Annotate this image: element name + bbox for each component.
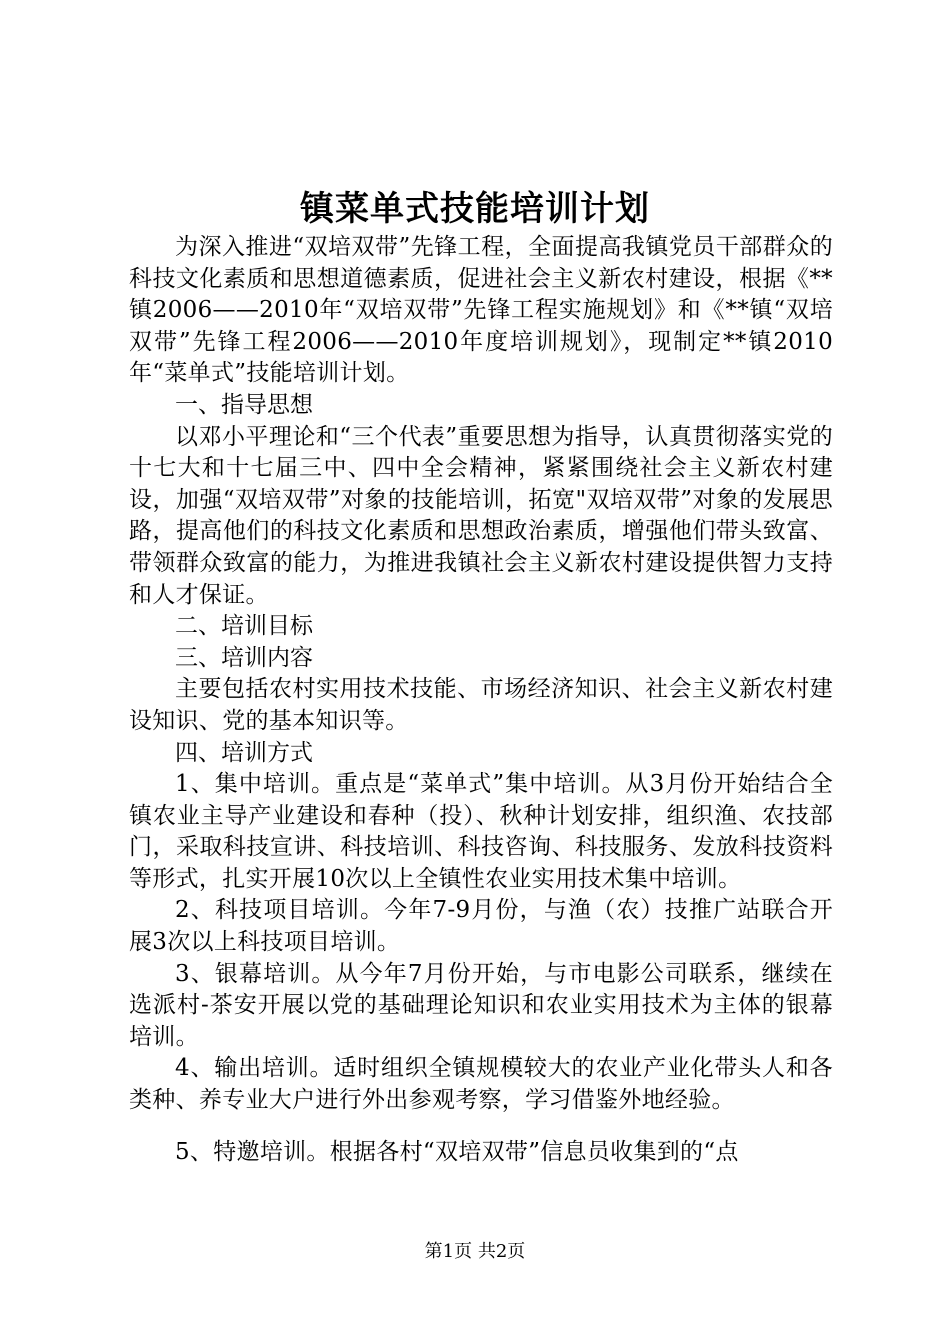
method-invited-training: 5、特邀培训。根据各村“双培双带”信息员收集到的“点 (175, 1138, 739, 1165)
section-heading-training-goals: 二、培训目标 (175, 613, 313, 640)
method-project-training: 2、科技项目培训。今年7-9月份，与渔（农）技推广站联合开展3次以上科技项目培训。 (129, 897, 833, 956)
method-centralized-training: 1、集中培训。重点是“菜单式”集中培训。从3月份开始结合全镇农业主导产业建设和春种（投）、秋种计划安排，组织渔、农技部门，采取科技宣讲、科技培训、科技咨询、科技服务、发放科技资料等形式，扎实开展10次以上全镇性农业实用技术集中培训。 (129, 771, 833, 892)
section-heading-training-methods: 四、培训方式 (175, 739, 313, 766)
guiding-ideology-paragraph: 以邓小平理论和“三个代表”重要思想为指导，认真贯彻落实党的十七大和十七届三中、四中全会精神，紧紧围绕社会主义新农村建设，加强“双培双带”对象的技能培训，拓宽"双培双带”对象的发展思路，提高他们的科技文化素质和思想政治素质，增强他们带头致富、带领群众致富的能力，为推进我镇社会主义新农村建设提供智力支持和人才保证。 (129, 423, 833, 608)
section-heading-training-content: 三、培训内容 (175, 644, 313, 671)
document-title: 镇菜单式技能培训计划 (300, 189, 650, 229)
method-screen-training: 3、银幕培训。从今年7月份开始，与市电影公司联系，继续在选派村-茶安开展以党的基础理论知识和农业实用技术为主体的银幕培训。 (129, 960, 833, 1050)
method-outbound-training: 4、输出培训。适时组织全镇规模较大的农业产业化带头人和各类种、养专业大户进行外出参观考察，学习借鉴外地经验。 (129, 1055, 833, 1114)
page-footer: 第1页 共2页 (424, 1241, 526, 1262)
training-content-paragraph: 主要包括农村实用技术技能、市场经济知识、社会主义新农村建设知识、党的基本知识等。 (129, 676, 833, 734)
intro-paragraph: 为深入推进“双培双带”先锋工程，全面提高我镇党员干部群众的科技文化素质和思想道德素质，促进社会主义新农村建设，根据《**镇2006——2010年“双培双带”先锋工程实施规划》和《**镇“双培双带”先锋工程2006——2010年度培训规划》，现制定**镇2010年“菜单式”技能培训计划。 (129, 234, 833, 387)
section-heading-guiding-ideology: 一、指导思想 (175, 391, 313, 418)
document-body (129, 232, 833, 1168)
